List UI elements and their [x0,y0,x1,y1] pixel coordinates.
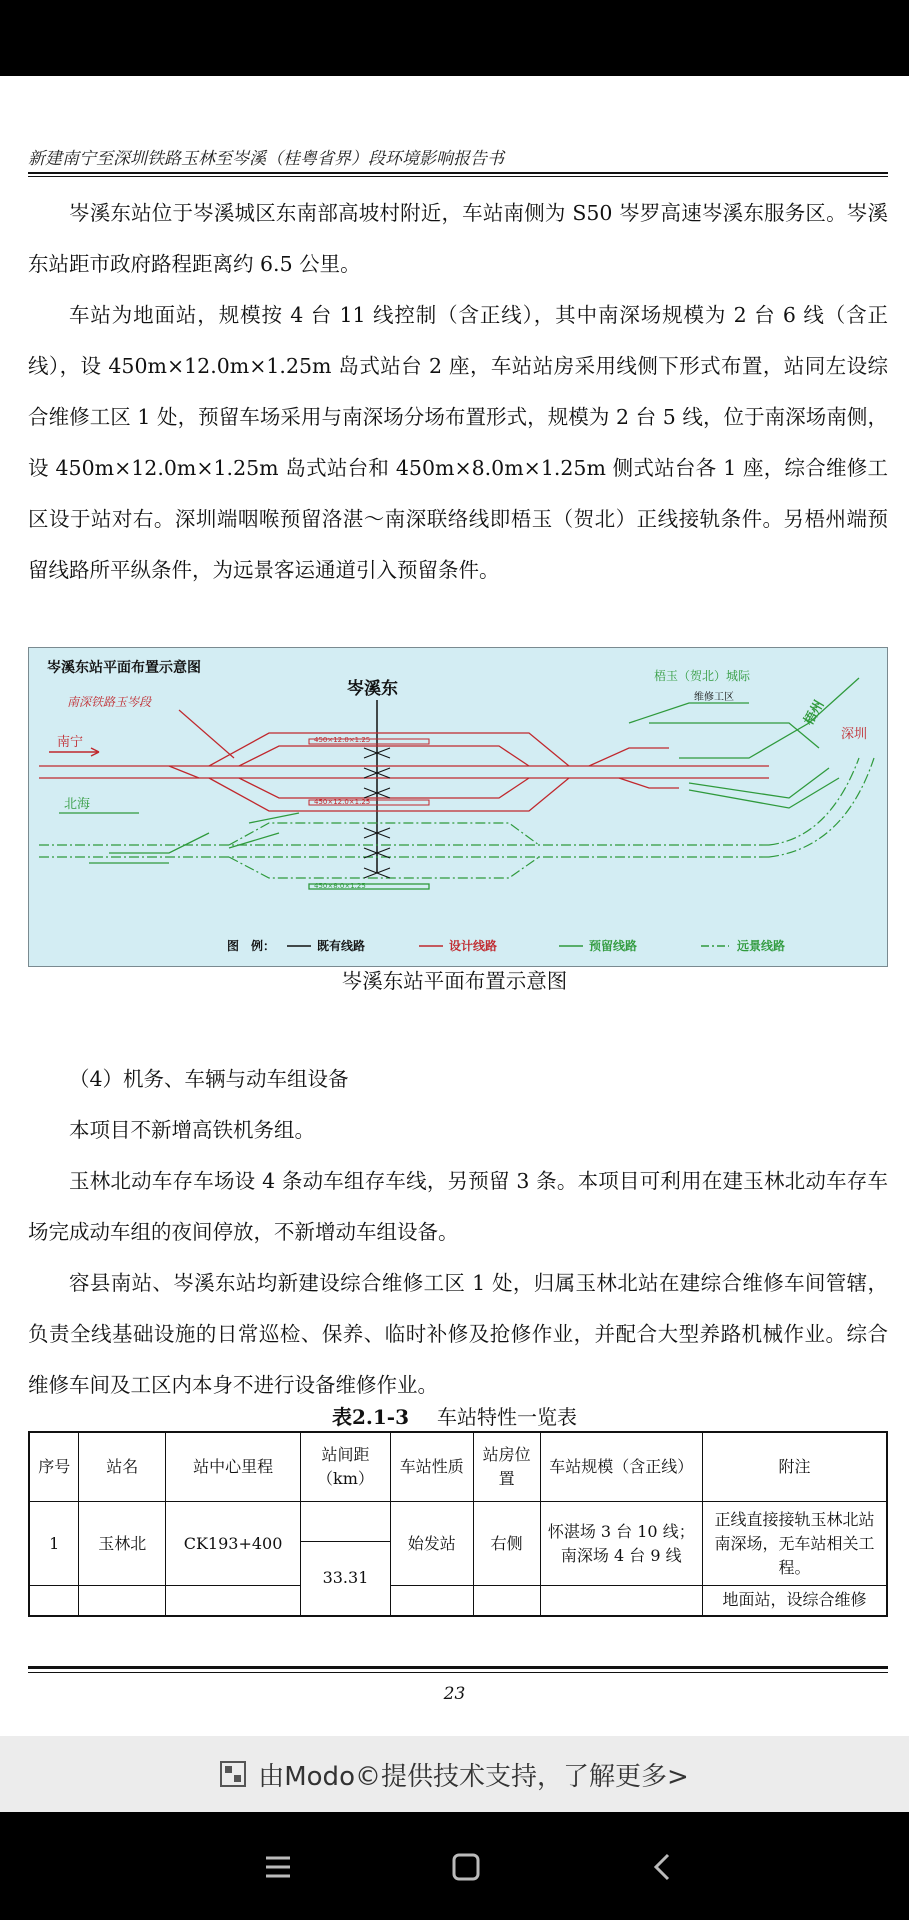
diagram-title: 岑溪东站平面布置示意图 [47,660,201,676]
label-nanning: 南宁 [57,735,84,750]
cell-index: 1 [29,1502,79,1586]
body-section-2 [28,1054,888,1411]
paragraph: 岑溪东站位于岑溪城区东南部高坡村附近，车站南侧为 S50 岑罗高速岑溪东服务区。岑溪东站距市政府路程距离约 6.5 公里。 [28,201,888,276]
legend-design: 设计线路 [449,939,498,953]
label-beihai: 北海 [64,797,91,812]
cell-mileage: CK193+400 [166,1502,301,1586]
footer-rule-thin [28,1672,888,1673]
header-cell: 站名 [79,1432,166,1502]
header-cell: 车站规模（含正线） [540,1432,703,1502]
back-chevron-icon [644,1852,684,1882]
track-diagram-svg [29,648,886,965]
cell-position: 右侧 [473,1502,540,1586]
design-platforms [309,739,429,805]
section-heading: （4）机务、车辆与动车组设备 [69,1067,349,1091]
footer-rule [28,1666,888,1669]
label-wuzhou: 梧州 [801,697,828,728]
label-maintenance: 维修工区 [694,692,734,703]
paragraph: 本项目不新增高铁机务组。 [69,1118,315,1142]
cell-type: 始发站 [390,1502,473,1586]
home-button[interactable] [446,1852,486,1882]
figure-caption: 岑溪东站平面布置示意图 [341,969,568,993]
station-layout-diagram [28,647,888,967]
cell-distance-empty [301,1502,391,1542]
menu-icon [258,1852,298,1882]
cell-empty [29,1586,79,1616]
home-square-icon [446,1852,486,1882]
legend-future: 远景线路 [737,939,786,953]
body-section-1 [28,188,888,596]
table-row [29,1502,887,1542]
station-name: 岑溪东 [347,679,398,699]
design-tracks [39,733,769,811]
header-cell: 车站性质 [390,1432,473,1502]
document-page [0,76,909,1736]
banner-text[interactable]: 由Modo©提供技术支持，了解更多> [258,1761,689,1792]
cell-station: 玉林北 [79,1502,166,1586]
legend-prefix: 图 例： [227,939,276,953]
running-header: 新建南宁至深圳铁路玉林至岑溪（桂粤省界）段环境影响报告书 [28,149,504,169]
cell-empty [79,1586,166,1616]
header-rule-thin [28,176,888,177]
back-button[interactable] [644,1852,684,1882]
table-title: 车站特性一览表 [437,1405,577,1429]
station-table [28,1431,888,1617]
header-rule [28,172,888,174]
cell-empty [390,1586,473,1616]
platform-label: 450×12.0×1.25 [314,736,371,744]
qr-code-icon [220,1761,246,1787]
label-wuyu: 梧玉（贺北）城际 [654,669,751,683]
header-cell: 附注 [703,1432,887,1502]
table-row [29,1586,887,1616]
table-number: 表2.1-3 [331,1405,409,1429]
page-number: 23 [443,1684,466,1704]
label-shenzhen: 深圳 [841,727,868,742]
header-cell: 站中心里程 [166,1432,301,1502]
cell-note: 正线直接接轨玉林北站南深场，无车站相关工程。 [703,1502,887,1586]
cell-empty [540,1586,703,1616]
menu-button[interactable] [258,1852,298,1882]
label-nanshen: 南深铁路玉岑段 [67,695,152,709]
platform-label-side: 450×8.0×1.25 [314,882,366,890]
cell-empty [473,1586,540,1616]
table-caption [0,1401,909,1430]
cell-scale: 怀湛场 3 台 10 线；南深场 4 台 9 线 [540,1502,703,1586]
paragraph: 玉林北动车存车场设 4 条动车组存车线，另预留 3 条。本项目可利用在建玉林北动车存车场完成动车组的夜间停放，不新增动车组设备。 [28,1169,888,1244]
paragraph: 容县南站、岑溪东站均新建设综合维修工区 1 处，归属玉林北站在建综合维修车间管辖，负责全线基础设施的日常巡检、保养、临时补修及抢修作业，并配合大型养路机械作业。综合维修车间及工区内本身不进行设备维修作业。 [28,1271,888,1397]
cell-note: 地面站，设综合维修 [703,1586,887,1616]
legend-reserved: 预留线路 [589,939,638,953]
paragraph: 车站为地面站，规模按 4 台 11 线控制（含正线），其中南深场规模为 2 台 6 线（含正线），设 450m×12.0m×1.25m 岛式站台 2 座，车站站房采用线侧下形式布置，站同左设综合维修工区 1 处，预留车场采用与南深场分场布置形式，规模为 2 台 5 线，位于南深场南侧，设 450m×12.0m×1.25m 岛式站台和 450m×8.0m×1.25m 侧式站台各 1 座，综合维修工区设于站对右。深圳端咽喉预留洛湛～南深联络线即梧玉（贺北）正线接轨条件。另梧州端预留线路所平纵条件，为远景客运通道引入预留条件。 [28,303,888,582]
modo-banner[interactable] [0,1736,909,1812]
system-nav-bar [0,1812,909,1920]
cell-distance: 33.31 [301,1542,391,1616]
header-cell: 站房位置 [473,1432,540,1502]
legend [227,938,785,953]
future-tracks [39,758,874,878]
table-header-row [29,1432,887,1502]
header-cell: 序号 [29,1432,79,1502]
cell-empty [166,1586,301,1616]
platform-label: 450×12.0×1.25 [314,798,371,806]
header-cell: 站间距（km） [301,1432,391,1502]
legend-existing: 既有线路 [317,939,366,953]
label-leader [179,710,234,758]
